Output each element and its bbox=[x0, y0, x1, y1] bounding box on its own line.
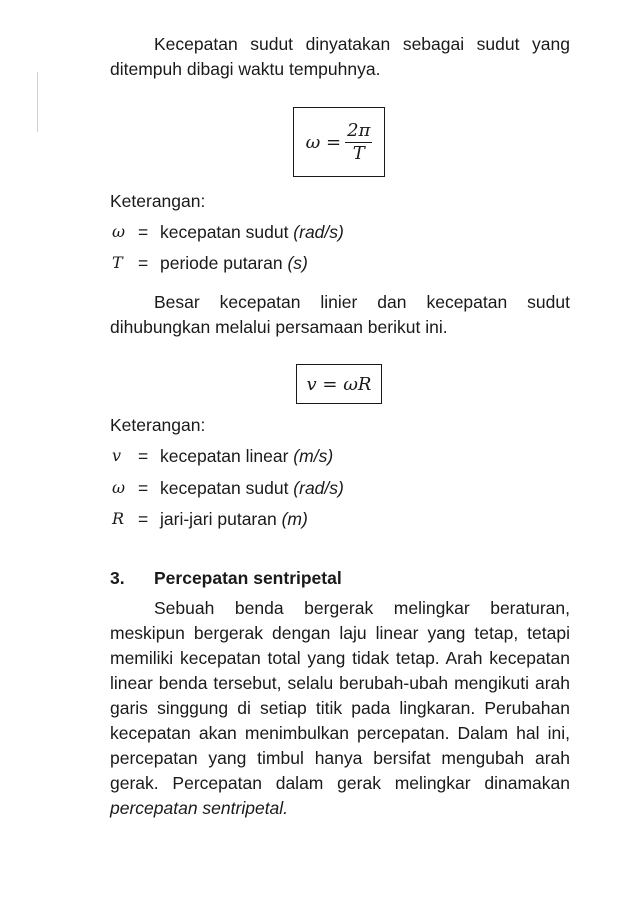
section-paragraph bbox=[110, 596, 570, 821]
legend-desc-text: jari-jari putaran bbox=[160, 509, 282, 529]
relation-paragraph bbox=[110, 290, 570, 340]
section-number: 3. bbox=[110, 568, 125, 588]
legend-desc-text: kecepatan linear bbox=[160, 446, 294, 466]
legend-equals: = bbox=[138, 253, 149, 273]
relation-paragraph-text: Besar kecepatan linier dan kecepatan sudut dihubungkan melalui persamaan berikut ini. bbox=[110, 292, 570, 337]
formula-denominator: T bbox=[352, 142, 365, 164]
legend-equals: = bbox=[138, 446, 149, 466]
legend-2-row bbox=[110, 476, 570, 500]
legend-1-row bbox=[110, 220, 570, 244]
intro-paragraph bbox=[110, 32, 570, 82]
legend-description bbox=[160, 507, 308, 531]
legend-symbol: v bbox=[112, 446, 122, 465]
legend-symbol: ω bbox=[112, 222, 126, 241]
legend-desc-text: periode putaran bbox=[160, 253, 288, 273]
legend-description bbox=[160, 476, 344, 500]
legend-symbol: T bbox=[112, 253, 123, 272]
formula-angular-velocity bbox=[293, 107, 385, 177]
legend-desc-text: kecepatan sudut bbox=[160, 478, 294, 498]
legend-unit: (m/s) bbox=[293, 446, 334, 466]
formula-lhs: ω = bbox=[305, 131, 342, 153]
legend-unit: (rad/s) bbox=[293, 222, 344, 242]
formula-numerator: 2π bbox=[347, 119, 371, 141]
formula-linear-velocity bbox=[296, 364, 382, 404]
section-title: Percepatan sentripetal bbox=[154, 568, 342, 588]
legend-desc-text: kecepatan sudut bbox=[160, 222, 294, 242]
legend-unit: (m) bbox=[281, 509, 308, 529]
legend-description bbox=[160, 220, 344, 244]
legend-description bbox=[160, 444, 333, 468]
legend-2-row bbox=[110, 507, 570, 531]
section-heading bbox=[110, 566, 342, 590]
legend-2-label: Keterangan: bbox=[110, 415, 206, 435]
intro-paragraph-text: Kecepatan sudut dinyatakan sebagai sudut yang ditempuh dibagi waktu tempuhnya. bbox=[110, 34, 570, 79]
legend-equals: = bbox=[138, 222, 149, 242]
legend-description bbox=[160, 251, 308, 275]
formula-2-expr: v = ωR bbox=[306, 373, 372, 395]
legend-1-label: Keterangan: bbox=[110, 191, 206, 211]
formula-fraction bbox=[345, 120, 372, 165]
legend-unit: (s) bbox=[287, 253, 308, 273]
legend-equals: = bbox=[138, 509, 149, 529]
legend-equals: = bbox=[138, 478, 149, 498]
section-paragraph-text: Sebuah benda bergerak melingkar beraturan, meskipun bergerak dengan laju linear yang tetap, tetapi memiliki kecepatan total yang tidak tetap. Arah kecepatan linear benda tersebut, selalu berubah-ubah mengikuti arah garis singgung di setiap titik pada lingkaran. Perubahan kecepatan akan menimbulkan percepatan. Dalam hal ini, percepatan yang timbul hanya bersifat mengubah arah gerak. Percepatan dalam gerak melingkar dinamakan bbox=[110, 598, 570, 793]
section-paragraph-term: percepatan sentripetal. bbox=[110, 798, 289, 818]
legend-1-row bbox=[110, 251, 570, 275]
margin-mark bbox=[37, 72, 38, 132]
legend-2-row bbox=[110, 444, 570, 468]
legend-symbol: R bbox=[112, 509, 125, 528]
legend-unit: (rad/s) bbox=[293, 478, 344, 498]
legend-symbol: ω bbox=[112, 478, 126, 497]
